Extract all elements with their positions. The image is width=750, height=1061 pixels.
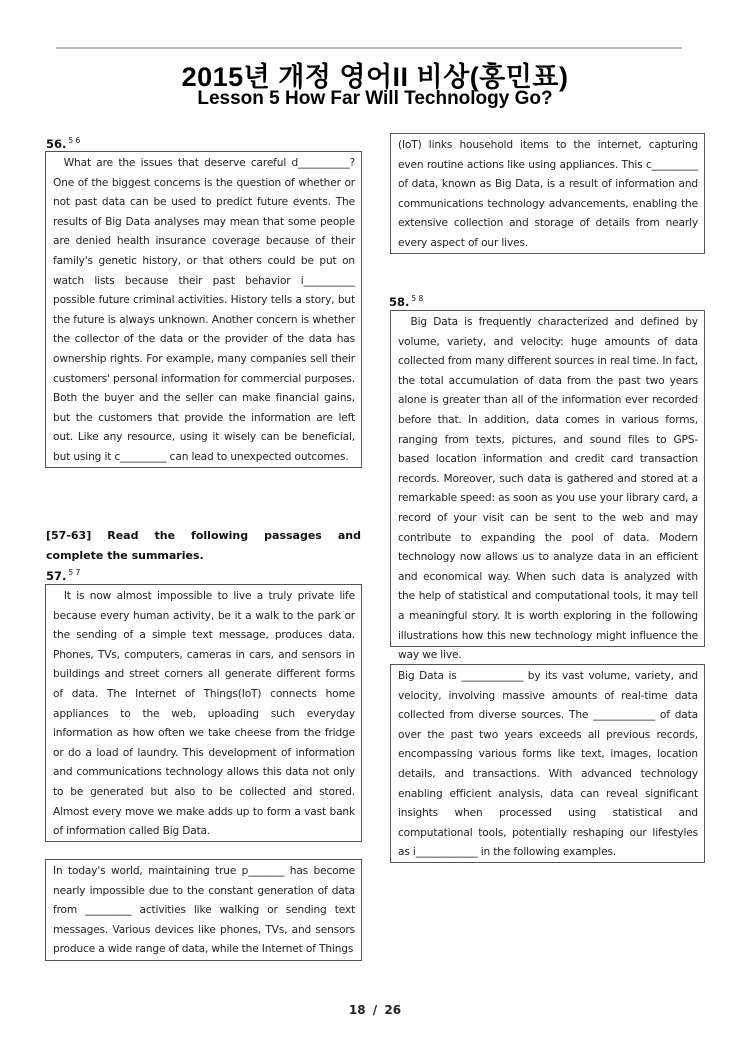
question-56-number [46,136,80,151]
section-instruction: [57-63] Read the following passages and complete the summaries. [46,529,361,562]
question-58-number [389,294,423,309]
document-title: 2015년 개정 영어II 비상(홍민표) [181,62,569,92]
header-rule [56,47,682,49]
question-57-passage: It is now almost impossible to live a truly private life because every human activity, be it a walk to the park or the sending of a simple text message, produces data. Phones, TVs, computers, cameras in cars, and sensors in buildings and street corners all generate different forms of data. The Internet of Things(IoT) connects home appliances to the web, uploading such everyday information as how often we take cheese from the fridge or do a load of laundry. This development of information and communications technology allows this data not only to be generated but also to be collected and stored. Almost every move we make adds up to form a vast bank of information called Big Data. [53,590,359,838]
question-number-text: 57. [46,569,67,583]
question-58-summary: Big Data is ____________ by its vast volume, variety, and velocity, involving massive amounts of real-time data collected from diverse sources. The ____________ of data over the past two years exceeds all previous records, encompassing various forms like text, images, location details, and transactions. With advanced technology enabling efficient analysis, data can reveal significant insights when processed using statistical and computational tools, potentially reshaping our lifestyles as i____________ in the following examples. [398,670,698,859]
question-58-passage: Big Data is frequently characterized and defined by volume, variety, and velocity: huge amounts of data collected from many different sources in real time. In fact, the total accumulation of data from the past two years alone is greater than all of the information ever recorded before that. In addition, data comes in various forms, ranging from texts, pictures, and sound files to GPS-based location information and credit card transaction records. Moreover, such data is gathered and stored at a remarkable speed: as soon as you use your library card, a record of your visit can be sent to the web and may contribute to expanding the pool of data. Modern technology now allows us to analyze data in an efficient and economical way. When such data is analyzed with the help of statistical and computational tools, it may tell a meaningful story. It is worth exploring in the following illustrations how this new technology might influence the way we live. [398,316,702,662]
question-57-passage-box [45,584,362,842]
question-superscript: 5 8 [411,294,424,303]
question-57-number [46,568,80,583]
question-superscript: 5 7 [68,568,81,577]
question-56-passage-box [45,151,362,468]
question-57-summary-box-part1 [45,859,362,961]
page-indicator: 18 / 26 [348,1003,402,1017]
question-58-passage-box [390,310,705,662]
question-58-summary-box [390,664,705,863]
question-56-passage: What are the issues that deserve careful d__________? One of the biggest concerns is the question of whether or not past data can be used to predict future events. The results of Big Data analyses may mean that some people are denied health insurance coverage because of their family's genetic history, or that others could be put on watch lists because their past behavior i__________ possible future criminal activities. History tells a story, but the future is always unknown. Another concern is whether the collector of the data or the provider of the data has ownership rights. For example, many companies sell their customers' personal information for commercial purposes. Both the buyer and the seller can make financial gains, but the customers that provide the information are left out. Like any resource, using it wisely can be beneficial, but using it c_________ can lead to unexpected outcomes. [53,157,359,463]
question-57-summary-box-part2 [390,133,705,254]
question-superscript: 5 6 [68,136,81,145]
lesson-subtitle: Lesson 5 How Far Will Technology Go? [197,88,553,109]
question-number-text: 58. [389,295,410,309]
question-57-summary-part1: In today's world, maintaining true p_______ has become nearly impossible due to the constant generation of data from _________ activities like walking or sending text messages. Various devices like phones, TVs, and sensors produce a wide range of data, while the Internet of Things [53,865,355,956]
question-57-summary-part2: (IoT) links household items to the internet, capturing even routine actions like using appliances. This c_________ of data, known as Big Data, is a result of information and communications technology advancements, enabling the extensive collection and storage of details from nearly every aspect of our lives. [398,139,698,249]
question-number-text: 56. [46,137,67,151]
